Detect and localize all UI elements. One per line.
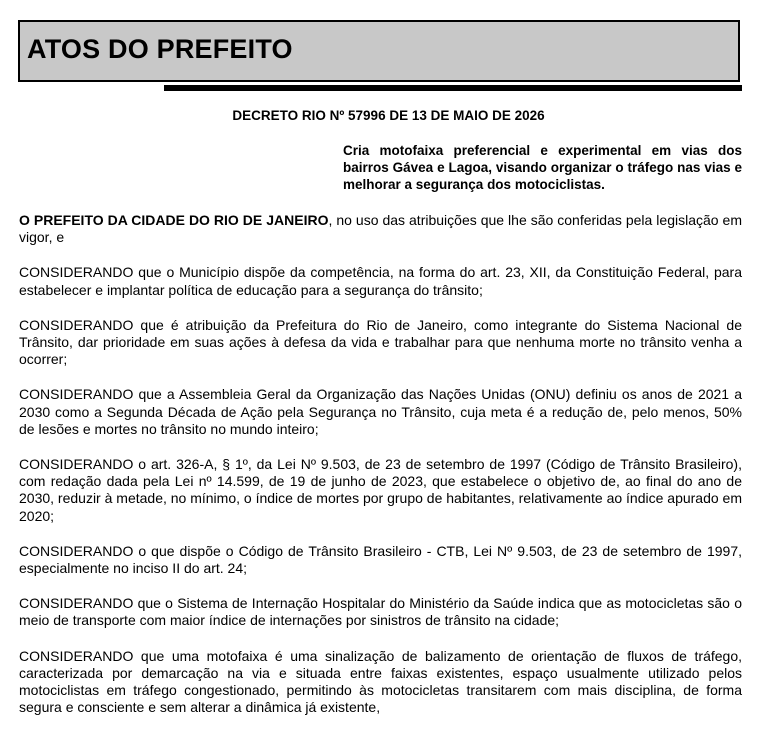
considerando-paragraph: CONSIDERANDO o art. 326-A, § 1º, da Lei Nº 9.503, de 23 de setembro de 1997 (Código de Trânsito Brasileiro), com redação dada pela Lei nº 14.599, de 19 de junho de 2023, que estabelece o objetivo de, ao final do ano de 2030, reduzir à metade, no mínimo, o índice de mortes por grupo de habitantes, relativamente ao índice apurado em 2020; xyxy=(19,456,742,524)
decree-ementa: Cria motofaixa preferencial e experimental em vias dos bairros Gávea e Lagoa, visando organizar o tráfego nas vias e melhorar a segurança dos motociclistas. xyxy=(343,143,742,192)
section-title: ATOS DO PREFEITO xyxy=(27,34,293,64)
considerando-paragraph: CONSIDERANDO que é atribuição da Prefeitura do Rio de Janeiro, como integrante do Sistema Nacional de Trânsito, dar prioridade em suas ações à defesa da vida e trabalhar para que nenhuma morte no trânsito venha a ocorrer; xyxy=(19,316,742,368)
decree-body xyxy=(19,212,742,734)
considerando-paragraph: CONSIDERANDO que o Município dispõe da competência, na forma do art. 23, XII, da Constituição Federal, para estabelecer e implantar política de educação para a segurança do trânsito; xyxy=(19,264,742,298)
considerando-paragraph: CONSIDERANDO o que dispõe o Código de Trânsito Brasileiro - CTB, Lei Nº 9.503, de 23 de setembro de 1997, especialmente no inciso II do art. 24; xyxy=(19,542,742,577)
decree-title: DECRETO RIO Nº 57996 DE 13 DE MAIO DE 2026 xyxy=(232,108,545,123)
preamble-text: , no uso das atribuições que lhe são conferidas pela legislação em vigor, e xyxy=(19,212,742,246)
considerando-paragraph: CONSIDERANDO que uma motofaixa é uma sinalização de balizamento de orientação de fluxos de tráfego, caracterizada por demarcação na via e situada entre faixas existentes, espaço usualmente utilizado pelos motociclistas em tráfego congestionado, permitindo às motocicletas transitarem com mais disciplina, de forma segura e consciente e sem alterar a dinâmica já existente, xyxy=(19,647,742,716)
section-banner xyxy=(18,20,740,82)
banner-underline-bar xyxy=(164,85,742,91)
considerando-paragraph: CONSIDERANDO que o Sistema de Internação Hospitalar do Ministério da Saúde indica que as motocicletas são o meio de transporte com maior índice de internações por sinistros de trânsito na cidade; xyxy=(19,595,742,629)
preamble-paragraph xyxy=(19,212,742,246)
preamble-lead: O PREFEITO DA CIDADE DO RIO DE JANEIRO xyxy=(19,212,329,228)
considerando-paragraph: CONSIDERANDO que a Assembleia Geral da Organização das Nações Unidas (ONU) definiu os anos de 2021 a 2030 como a Segunda Década de Ação pela Segurança no Trânsito, cuja meta é a redução de, pelo menos, 50% de lesões e mortes no trânsito no mundo inteiro; xyxy=(19,386,742,437)
